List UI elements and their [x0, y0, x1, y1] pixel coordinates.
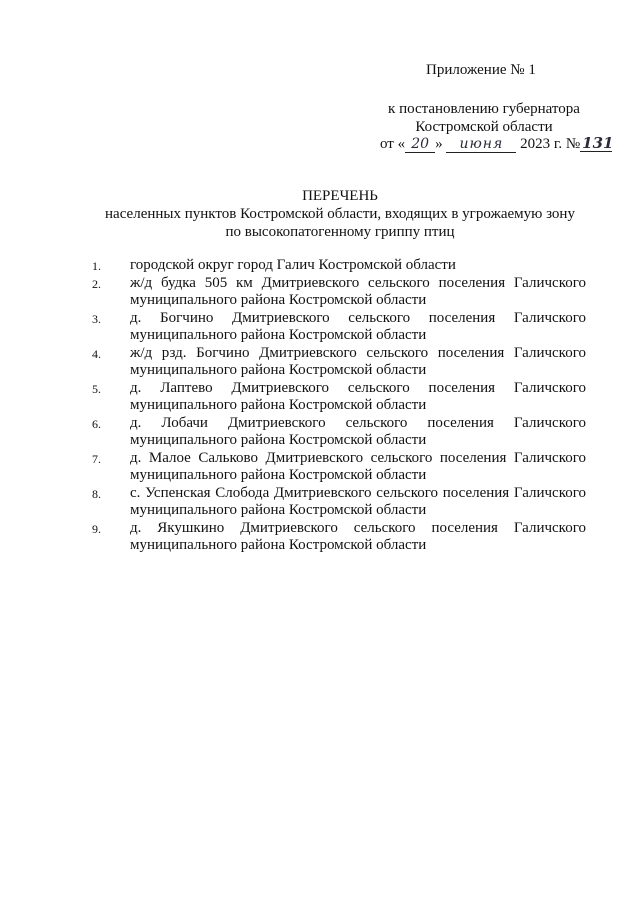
resolution-line-2: Костромской области: [415, 119, 553, 135]
list-item-number: 6.: [92, 416, 101, 431]
list-item-text: ж/д будка 505 км Дмитриевского сельского поселения Галичского муниципального района Костромской области: [130, 274, 586, 308]
list-item-number: 9.: [92, 521, 101, 536]
list-item-number: 1.: [92, 259, 101, 273]
settlement-list: [88, 257, 586, 555]
heading-title: ПЕРЕЧЕНЬ: [302, 188, 378, 204]
list-item-text: д. Лобачи Дмитриевского сельского поселения Галичского муниципального района Костромской области: [130, 414, 586, 448]
handwritten-month: июня: [446, 136, 516, 153]
list-item: [88, 485, 586, 520]
resolution-line-1: к постановлению губернатора: [388, 101, 580, 117]
list-item-text: д. Малое Сальково Дмитриевского сельского поселения Галичского муниципального района Костромской области: [130, 449, 586, 483]
list-item: [88, 257, 586, 275]
date-prefix: от «: [380, 136, 406, 152]
list-item-text: д. Якушкино Дмитриевского сельского поселения Галичского муниципального района Костромской области: [130, 519, 586, 553]
list-item-text: ж/д рзд. Богчино Дмитриевского сельского поселения Галичского муниципального района Костромской области: [130, 344, 586, 378]
list-item: [88, 520, 586, 555]
list-item-number: 2.: [92, 276, 101, 291]
list-item-number: 5.: [92, 381, 101, 396]
date-year: 2023 г. №: [516, 136, 581, 152]
document-heading: [80, 187, 600, 241]
list-item-text: д. Богчино Дмитриевского сельского поселения Галичского муниципального района Костромской области: [130, 309, 586, 343]
list-item: [88, 380, 586, 415]
heading-line-1: населенных пунктов Костромской области, входящих в угрожаемую зону: [105, 206, 575, 222]
list-item-number: 4.: [92, 346, 101, 361]
list-item: [88, 415, 586, 450]
resolution-date-line: [380, 133, 612, 155]
list-item-number: 3.: [92, 311, 101, 326]
list-item: [88, 450, 586, 485]
list-item-text: с. Успенская Слобода Дмитриевского сельского поселения Галичского муниципального района Костромской области: [130, 484, 586, 518]
handwritten-day: 20: [405, 136, 435, 153]
list-item-number: 8.: [92, 486, 101, 501]
list-item-number: 7.: [92, 451, 101, 466]
list-item: [88, 275, 586, 310]
resolution-reference: [376, 100, 592, 136]
date-mid: »: [435, 136, 447, 152]
list-item-text: д. Лаптево Дмитриевского сельского поселения Галичского муниципального района Костромской области: [130, 379, 586, 413]
list-item-text: городской округ город Галич Костромской области: [130, 257, 456, 273]
heading-line-2: по высокопатогенному гриппу птиц: [225, 224, 455, 240]
appendix-title: Приложение № 1: [426, 62, 536, 78]
list-item: [88, 310, 586, 345]
list-item: [88, 345, 586, 380]
handwritten-number: 131: [582, 134, 614, 152]
